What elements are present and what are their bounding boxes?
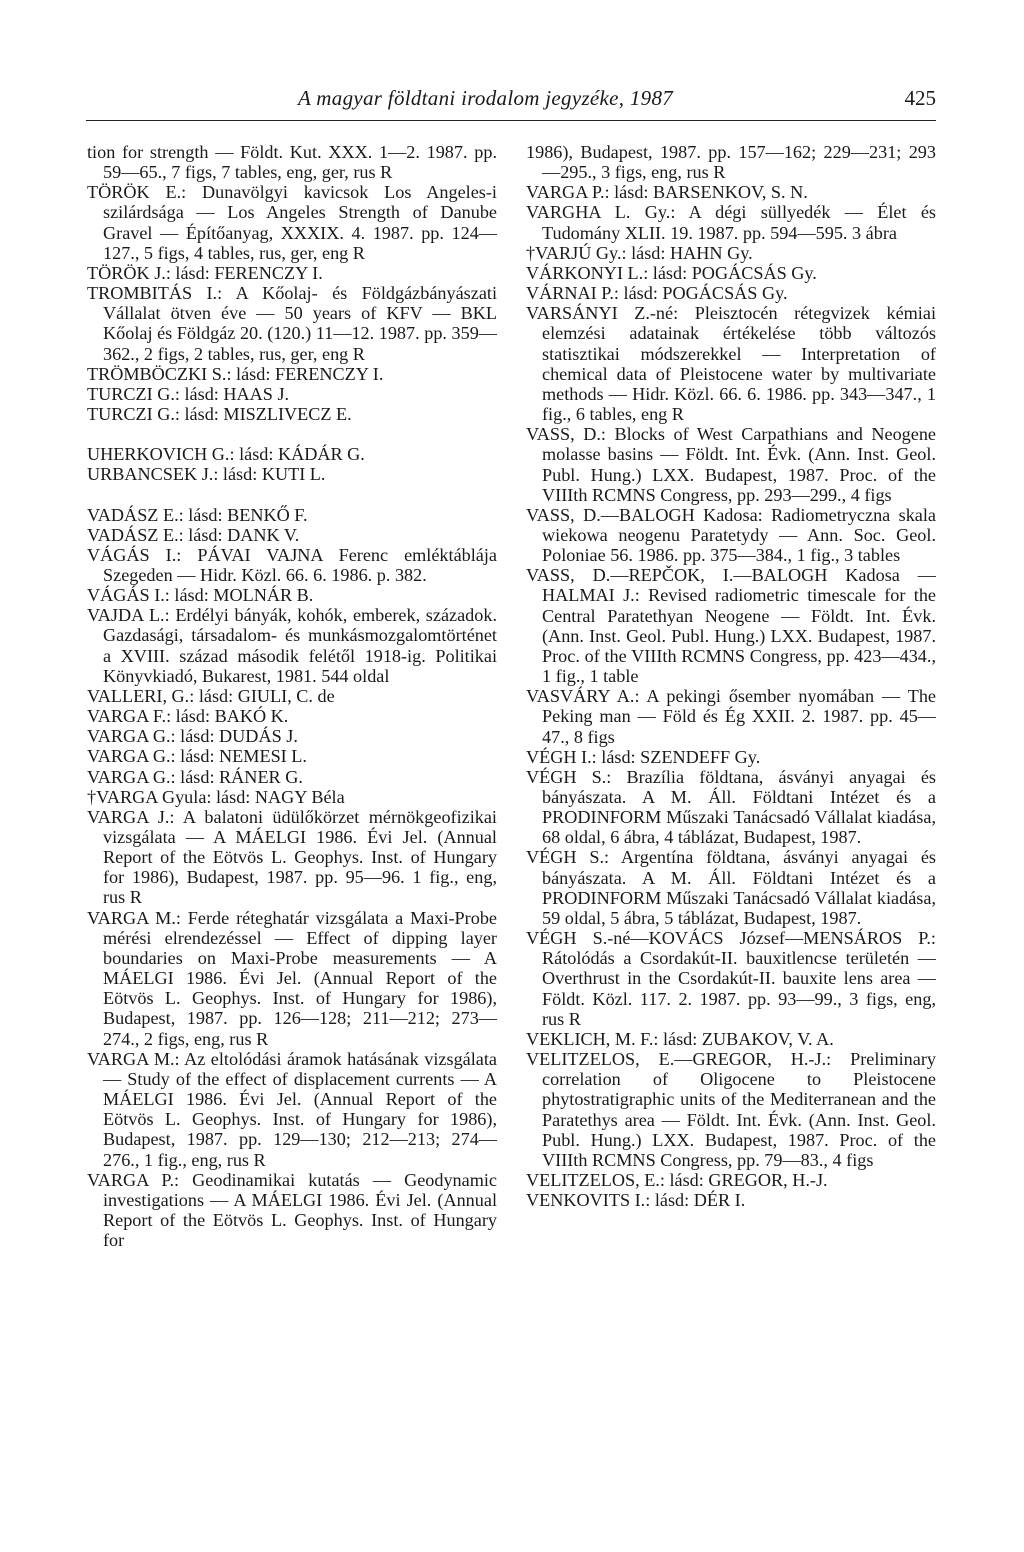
left-column: [87, 142, 497, 1250]
running-header: [86, 86, 936, 118]
bibliography-entry: VASS, D.—REPČOK, I.—BALOGH Kadosa — HALMAI J.: Revised radiometric timescale for the Central Paratethyan Neogene — Földt. Int. Évk. (Ann. Inst. Geol. Publ. Hung.) LXX. Budapest, 1987. Proc. of the VIIIth RCMNS Congress, pp. 423—434., 1 fig., 1 table: [526, 565, 936, 687]
bibliography-entry: TRÖMBÖCZKI S.: lásd: FERENCZY I.: [87, 363, 384, 384]
bibliography-entry: URBANCSEK J.: lásd: KUTI L.: [87, 464, 326, 485]
right-column: [526, 142, 936, 1210]
bibliography-entry: VÁRNAI P.: lásd: POGÁCSÁS Gy.: [526, 283, 788, 304]
bibliography-entry: VÉGH S.-né—KOVÁCS József—MENSÁROS P.: Rátolódás a Csordakút-II. bauxitlencse területén — Overthrust in the Csordakút-II. bauxite lens area — Földt. Közl. 117. 2. 1987. pp. 93—99., 3 figs, eng, rus R: [526, 928, 936, 1029]
bibliography-entry: VADÁSZ E.: lásd: DANK V.: [87, 524, 300, 545]
bibliography-entry: VARGA P.: Geodinamikai kutatás — Geodynamic investigations — A MÁELGI 1986. Évi Jel. (Annual Report of the Eötvös L. Geophys. Inst. of Hungary for: [87, 1169, 497, 1251]
header-rule: [86, 120, 936, 121]
bibliography-entry: VAJDA L.: Erdélyi bányák, kohók, emberek, századok. Gazdasági, társadalom- és munkásmozgalomtörténet a XVIII. század második felétől 1918-ig. Politikai Könyvkiadó, Bukarest, 1981. 544 oldal: [87, 605, 497, 686]
bibliography-entry: VÁGÁS I.: PÁVAI VAJNA Ferenc emléktáblája Szegeden — Hidr. Közl. 66. 6. 1986. p. 382.: [87, 544, 497, 585]
bibliography-entry: VASVÁRY A.: A pekingi ősember nyomában — The Peking man — Föld és Ég XXII. 2. 1987. pp. 45—47., 8 figs: [526, 686, 936, 747]
bibliography-entry: TÖRÖK E.: Dunavölgyi kavicsok Los Angeles-i szilárdsága — Los Angeles Strength of Danube Gravel — Építőanyag, XXXIX. 4. 1987. pp. 124—127., 5 figs, 4 tables, rus, ger, eng R: [87, 182, 497, 263]
bibliography-entry: †VARGA Gyula: lásd: NAGY Béla: [87, 786, 345, 807]
bibliography-entry: VEKLICH, M. F.: lásd: ZUBAKOV, V. A.: [526, 1028, 834, 1049]
bibliography-entry: VELITZELOS, E.—GREGOR, H.-J.: Preliminary correlation of Oligocene to Pleistocene phytostratigraphic units of the Mediterranean and the Paratethys area — Földt. Int. Évk. (Ann. Inst. Geol. Publ. Hung.) LXX. Budapest, 1987. Proc. of the VIIIth RCMNS Congress, pp. 79—83., 4 figs: [526, 1049, 936, 1170]
bibliography-entry: VÉGH S.: Brazília földtana, ásványi anyagai és bányászata. A M. Áll. Földtani Intézet és a PRODINFORM Műszaki Tanácsadó Vállalat kiadása, 68 oldal, 6 ábra, 4 táblázat, Budapest, 1987.: [526, 766, 936, 848]
running-title: A magyar földtani irodalom jegyzéke, 1987: [298, 86, 674, 110]
bibliography-entry: VELITZELOS, E.: lásd: GREGOR, H.-J.: [526, 1169, 828, 1190]
bibliography-entry: VARGA G.: lásd: DUDÁS J.: [87, 726, 298, 747]
bibliography-entry: TURCZI G.: lásd: HAAS J.: [87, 383, 290, 404]
bibliography-entry: VARGA P.: lásd: BARSENKOV, S. N.: [526, 182, 808, 203]
bibliography-entry: 1986), Budapest, 1987. pp. 157—162; 229—231; 293—295., 3 figs, eng, rus R: [526, 142, 936, 183]
bibliography-entry: VÁGÁS I.: lásd: MOLNÁR B.: [87, 585, 314, 606]
bibliography-entry: VARGA M.: Ferde réteghatár vizsgálata a Maxi-Probe mérési elrendezéssel — Effect of dipping layer boundaries on Maxi-Probe measurements — A MÁELGI 1986. Évi Jel. (Annual Report of the Eötvös L. Geophys. Inst. of Hungary for 1986), Budapest, 1987. pp. 126—128; 211—212; 273—274., 2 figs, eng, rus R: [87, 907, 497, 1049]
bibliography-entry: tion for strength — Földt. Kut. XXX. 1—2. 1987. pp. 59—65., 7 figs, 7 tables, eng, ger, rus R: [87, 142, 497, 183]
bibliography-entry: VARGA G.: lásd: NEMESI L.: [87, 746, 307, 767]
bibliography-entry: VARSÁNYI Z.-né: Pleisztocén rétegvizek kémiai elemzési adatainak értékelése több változós statisztikai módszerekkel — Interpretation of chemical data of Pleistocene water by multivariate methods — Hidr. Közl. 66. 6. 1986. pp. 343—347., 1 fig., 6 tables, eng R: [526, 303, 936, 425]
bibliography-entry: VARGA J.: A balatoni üdülőkörzet mérnökgeofizikai vizsgálata — A MÁELGI 1986. Évi Jel. (Annual Report of the Eötvös L. Geophys. Inst. of Hungary for 1986), Budapest, 1987. pp. 95—96. 1 fig., eng, rus R: [87, 806, 497, 908]
bibliography-entry: VÁRKONYI L.: lásd: POGÁCSÁS Gy.: [526, 262, 817, 283]
page-number: 425: [904, 86, 936, 110]
bibliography-entry: VARGHA L. Gy.: A dégi süllyedék — Élet és Tudomány XLII. 19. 1987. pp. 594—595. 3 ábra: [526, 202, 936, 243]
bibliography-entry: VENKOVITS I.: lásd: DÉR I.: [526, 1190, 746, 1211]
bibliography-entry: TROMBITÁS I.: A Kőolaj- és Földgázbányászati Vállalat ötven éve — 50 years of KFV — BKL Kőolaj és Földgáz 20. (120.) 11—12. 1987. pp. 359—362., 2 figs, 2 tables, rus, ger, eng R: [87, 283, 497, 364]
bibliography-entry: VADÁSZ E.: lásd: BENKŐ F.: [87, 504, 308, 525]
bibliography-entry: VARGA M.: Az eltolódási áramok hatásának vizsgálata — Study of the effect of displacement currents — A MÁELGI 1986. Évi Jel. (Annual Report of the Eötvös L. Geophys. Inst. of Hungary for 1986), Budapest, 1987. pp. 129—130; 212—213; 274—276., 1 fig., eng, rus R: [87, 1048, 497, 1170]
bibliography-entry: VARGA G.: lásd: RÁNER G.: [87, 766, 303, 787]
bibliography-entry: VASS, D.: Blocks of West Carpathians and Neogene molasse basins — Földt. Int. Évk. (Ann. Inst. Geol. Publ. Hung.) LXX. Budapest, 1987. Proc. of the VIIIth RCMNS Congress, pp. 293—299., 4 figs: [526, 424, 936, 505]
bibliography-entry: VALLERI, G.: lásd: GIULI, C. de: [87, 685, 335, 706]
bibliography-entry: VARGA F.: lásd: BAKÓ K.: [87, 706, 289, 727]
bibliography-entry: VASS, D.—BALOGH Kadosa: Radiometryczna skala wiekowa neogenu Paratetydy — Ann. Soc. Geol. Poloniae 56. 1986. pp. 375—384., 1 fig., 3 tables: [526, 504, 936, 566]
bibliography-entry: TURCZI G.: lásd: MISZLIVECZ E.: [87, 404, 352, 425]
bibliography-entry: VÉGH I.: lásd: SZENDEFF Gy.: [526, 746, 761, 767]
bibliography-entry: †VARJÚ Gy.: lásd: HAHN Gy.: [526, 242, 753, 263]
bibliography-entry: VÉGH S.: Argentína földtana, ásványi anyagai és bányászata. A M. Áll. Földtani Intézet és a PRODINFORM Műszaki Tanácsadó Vállalat kiadása, 59 oldal, 5 ábra, 5 táblázat, Budapest, 1987.: [526, 847, 936, 928]
bibliography-entry: UHERKOVICH G.: lásd: KÁDÁR G.: [87, 444, 365, 465]
bibliography-entry: TÖRÖK J.: lásd: FERENCZY I.: [87, 262, 323, 283]
